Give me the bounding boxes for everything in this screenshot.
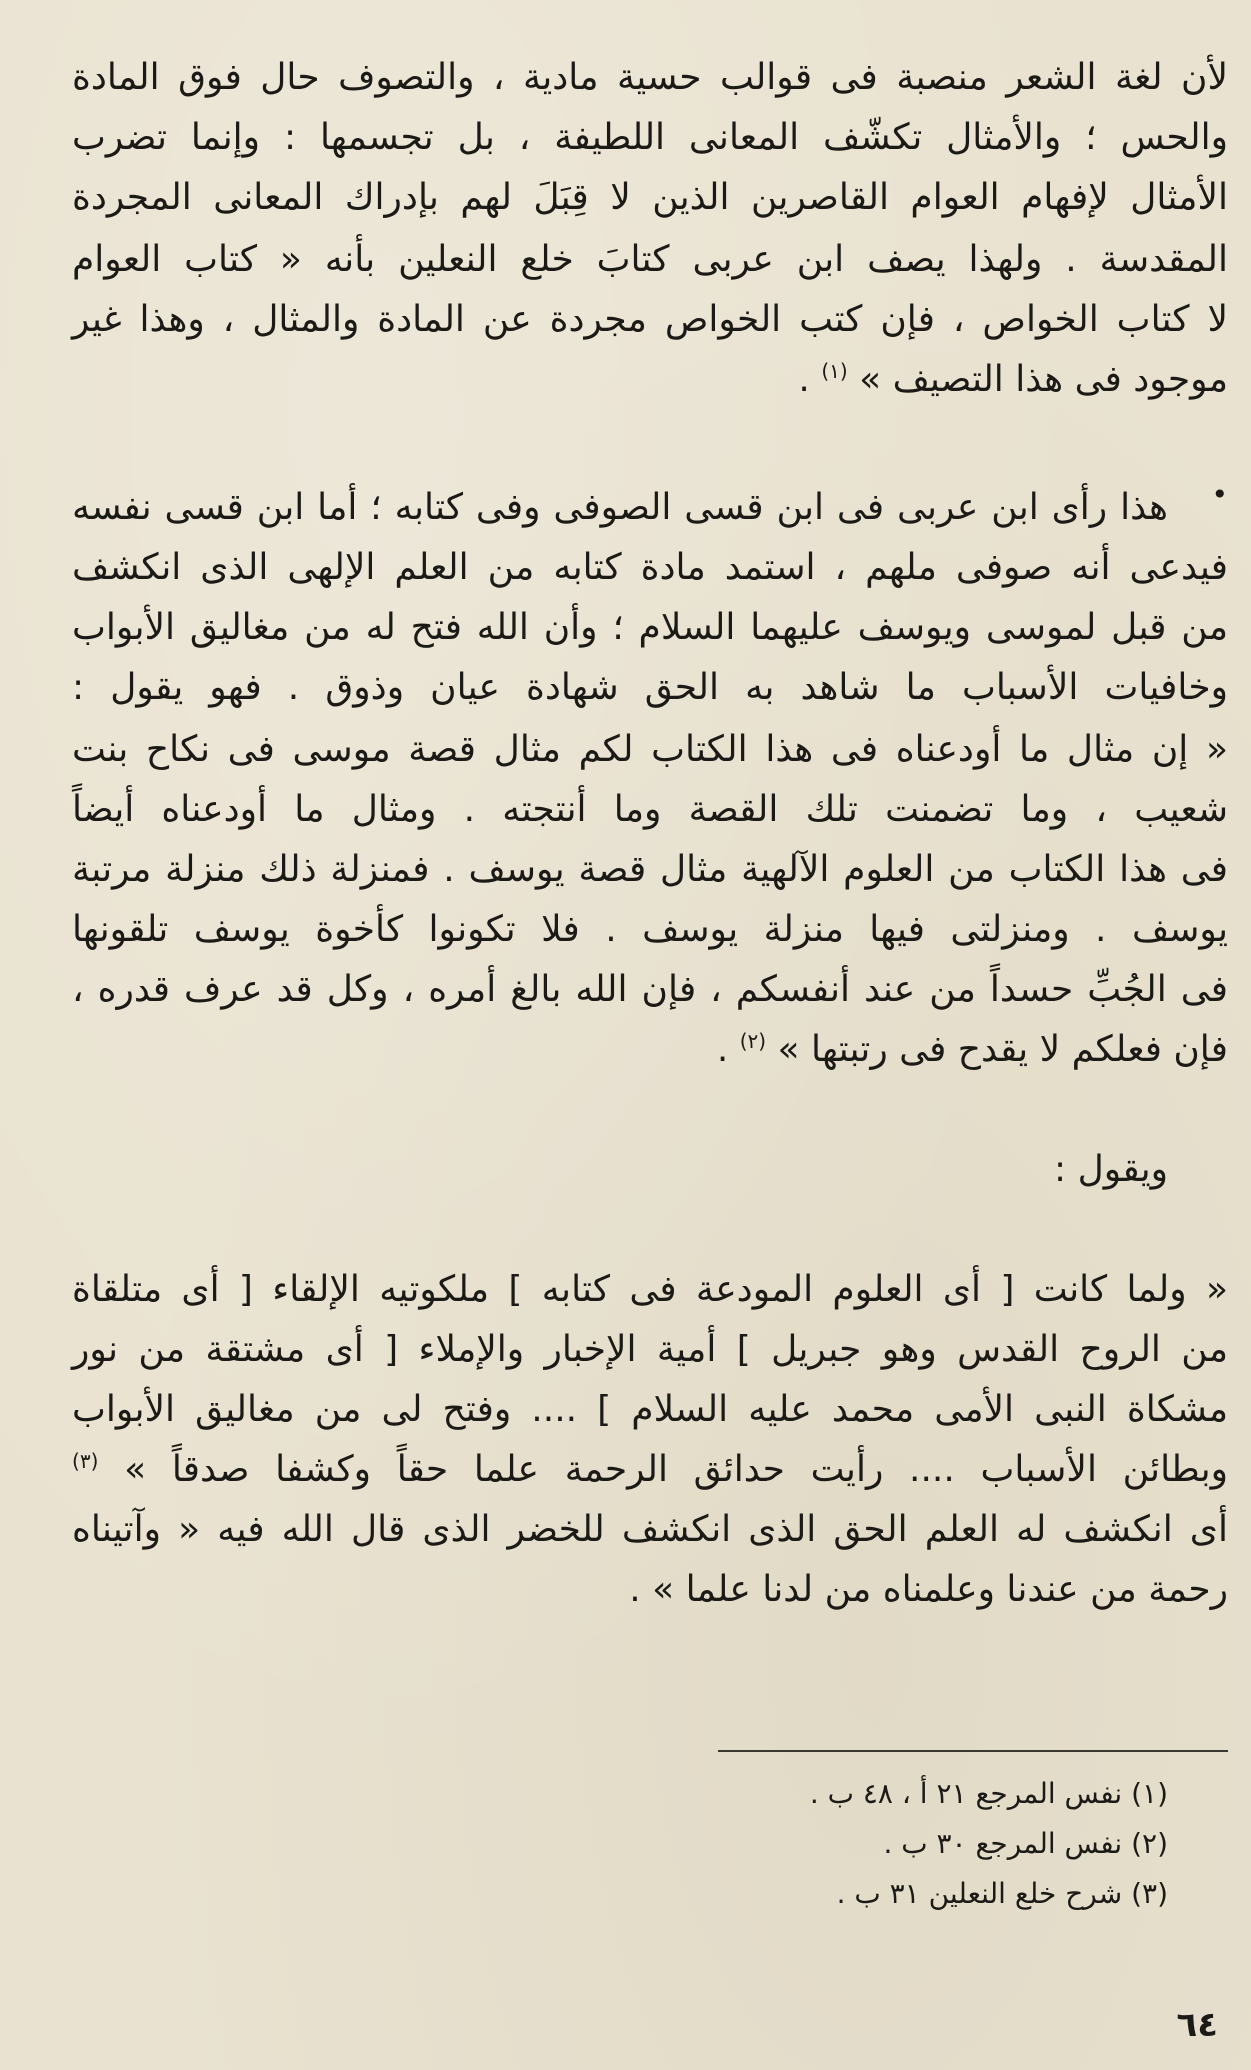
text-line-last xyxy=(72,352,1228,408)
footnote-2: (٢) نفس المرجع ٣٠ ب . xyxy=(883,1827,1168,1860)
paragraph-3-intro: ويقول : xyxy=(1054,1149,1168,1190)
text-line: من الروح القدس وهو جبريل ] أمية الإخبار والإملاء [ أى مشتقة من نور xyxy=(72,1329,1228,1370)
text-line: فى هذا الكتاب من العلوم الآلهية مثال قصة يوسف . فمنزلة ذلك منزلة مرتبة xyxy=(72,849,1228,890)
text-line: يوسف . ومنزلتى فيها منزلة يوسف . فلا تكونوا كأخوة يوسف تلقونها xyxy=(72,909,1228,950)
text-line: « إن مثال ما أودعناه فى هذا الكتاب لكم مثال قصة موسى فى نكاح بنت xyxy=(72,729,1228,770)
footnote-ref-3[interactable]: (٣) xyxy=(72,1449,99,1473)
text-line: المقدسة . ولهذا يصف ابن عربى كتابَ خلع النعلين بأنه « كتاب العوام xyxy=(72,239,1228,280)
text-fragment: فإن فعلكم لا يقدح فى رتبتها » xyxy=(777,1029,1228,1070)
text-line: لأن لغة الشعر منصبة فى قوالب حسية مادية ، والتصوف حال فوق المادة xyxy=(72,57,1228,98)
book-page xyxy=(72,0,1228,2070)
text-line: فى الجُبِّ حسداً من عند أنفسكم ، فإن الله بالغ أمره ، وكل قد عرف قدره ، xyxy=(72,969,1228,1010)
text-line: أى انكشف له العلم الحق الذى انكشف للخضر الذى قال الله فيه « وآتيناه xyxy=(72,1509,1228,1550)
text-line xyxy=(72,1442,1228,1498)
text-line: وخافيات الأسباب ما شاهد به الحق شهادة عيان وذوق . فهو يقول : xyxy=(72,667,1228,708)
text-line: « ولما كانت [ أى العلوم المودعة فى كتابه ] ملكوتيه الإلقاء [ أى متلقاة xyxy=(72,1269,1228,1310)
page-number: ٦٤ xyxy=(1176,2005,1218,2045)
text-line: من قبل لموسى ويوسف عليهما السلام ؛ وأن الله فتح له من مغاليق الأبواب xyxy=(72,607,1228,648)
text-line: هذا رأى ابن عربى فى ابن قسى الصوفى وفى كتابه ؛ أما ابن قسى نفسه xyxy=(72,487,1168,528)
footnote-ref-1[interactable]: (١) xyxy=(821,359,848,383)
footnote-3: (٣) شرح خلع النعلين ٣١ ب . xyxy=(836,1877,1168,1910)
text-fragment: موجود فى هذا التصيف » xyxy=(859,359,1228,400)
text-line-last: رحمة من عندنا وعلمناه من لدنا علما » . xyxy=(629,1569,1228,1610)
footnote-ref-2[interactable]: (٢) xyxy=(739,1029,767,1053)
separator-line xyxy=(718,1750,1228,1752)
text-line: والحس ؛ والأمثال تكشّف المعانى اللطيفة ، بل تجسمها : وإنما تضرب xyxy=(72,117,1228,158)
end-punctuation: . xyxy=(798,359,810,400)
footnote-1: (١) نفس المرجع ٢١ أ ، ٤٨ ب . xyxy=(809,1777,1168,1810)
end-punctuation: . xyxy=(716,1029,729,1070)
text-line: مشكاة النبى الأمى محمد عليه السلام ] .... وفتح لى من مغاليق الأبواب xyxy=(72,1389,1228,1430)
text-line: فيدعى أنه صوفى ملهم ، استمد مادة كتابه من العلم الإلهى الذى انكشف xyxy=(72,547,1228,588)
text-fragment: وبطائن الأسباب .... رأيت حدائق الرحمة علما حقاً وكشفا صدقاً » xyxy=(124,1449,1228,1490)
text-line: شعيب ، وما تضمنت تلك القصة وما أنتجته . ومثال ما أودعناه أيضاً xyxy=(72,789,1228,830)
paragraph-bullet-icon: • xyxy=(1211,478,1228,511)
text-line: الأمثال لإفهام العوام القاصرين الذين لا قِبَلَ لهم بإدراك المعانى المجردة xyxy=(72,177,1228,218)
text-line-last xyxy=(72,1022,1228,1078)
text-line: لا كتاب الخواص ، فإن كتب الخواص مجردة عن المادة والمثال ، وهذا غير xyxy=(72,299,1228,340)
